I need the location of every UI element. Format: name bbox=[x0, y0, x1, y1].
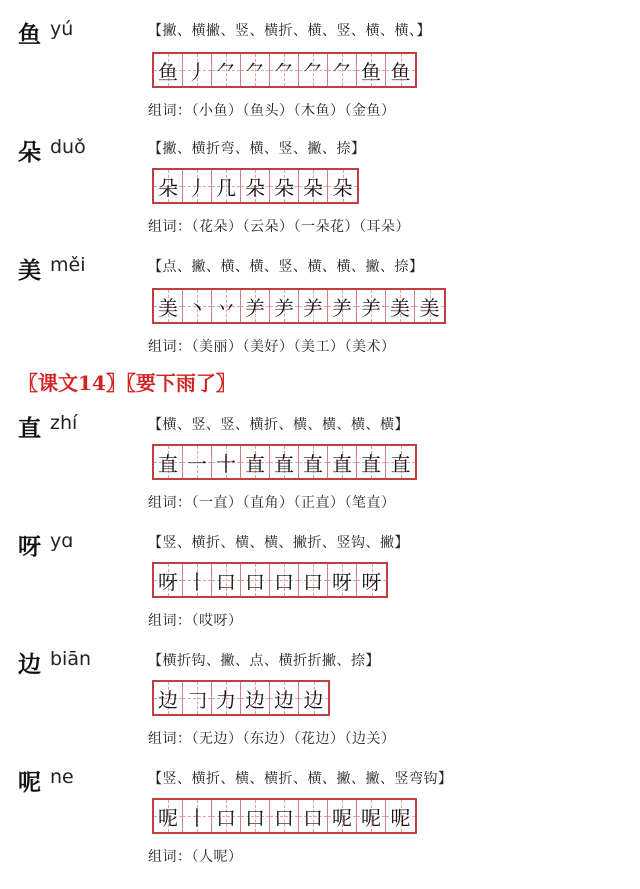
character: 鱼 bbox=[18, 22, 41, 48]
character: 朵 bbox=[18, 140, 41, 166]
stroke-cell: 口 bbox=[241, 564, 270, 596]
stroke-cell: 美 bbox=[386, 290, 415, 322]
word-examples: 组词：（无边）（东边）（花边）（边关） bbox=[148, 731, 396, 747]
stroke-cell: 口 bbox=[270, 800, 299, 832]
pinyin: měi bbox=[50, 254, 86, 276]
stroke-cell: 呀 bbox=[357, 564, 386, 596]
stroke-cell: 边 bbox=[270, 682, 299, 714]
stroke-cell: ⺈ bbox=[241, 54, 270, 86]
character: 美 bbox=[18, 258, 41, 284]
stroke-cell: ⺶ bbox=[357, 290, 386, 322]
stroke-order: 【竖、横折、横、横、撇折、竖钩、撇】 bbox=[148, 535, 409, 551]
stroke-cell: ⺈ bbox=[299, 54, 328, 86]
stroke-cell: 几 bbox=[212, 170, 241, 202]
stroke-cell: 边 bbox=[241, 682, 270, 714]
stroke-grid bbox=[152, 288, 446, 324]
stroke-cell: 口 bbox=[299, 564, 328, 596]
stroke-cell: 口 bbox=[241, 800, 270, 832]
stroke-grid bbox=[152, 444, 417, 480]
stroke-cell: 鱼 bbox=[154, 54, 183, 86]
stroke-grid bbox=[152, 168, 359, 204]
stroke-cell: 直 bbox=[241, 446, 270, 478]
pinyin: biān bbox=[50, 648, 92, 670]
word-examples: 组词：（小鱼）（鱼头）（木鱼）（金鱼） bbox=[148, 103, 396, 119]
stroke-order: 【横、竖、竖、横折、横、横、横、横】 bbox=[148, 417, 409, 433]
stroke-cell: 口 bbox=[212, 564, 241, 596]
stroke-order: 【竖、横折、横、横折、横、撇、撇、竖弯钩】 bbox=[148, 771, 453, 787]
stroke-cell: 丿 bbox=[183, 170, 212, 202]
stroke-cell: 直 bbox=[270, 446, 299, 478]
character: 边 bbox=[18, 652, 41, 678]
stroke-cell: 丨 bbox=[183, 564, 212, 596]
stroke-cell: 边 bbox=[299, 682, 328, 714]
stroke-cell: ⺶ bbox=[241, 290, 270, 322]
stroke-cell: 口 bbox=[212, 800, 241, 832]
lesson-title: 〖课文14〗〖要下雨了〗 bbox=[18, 371, 236, 395]
stroke-grid bbox=[152, 562, 388, 598]
stroke-cell: 朵 bbox=[270, 170, 299, 202]
stroke-cell: 口 bbox=[270, 564, 299, 596]
stroke-cell: 呢 bbox=[386, 800, 415, 832]
character: 呀 bbox=[18, 534, 41, 560]
stroke-cell: 丶 bbox=[183, 290, 212, 322]
stroke-order: 【点、撇、横、横、竖、横、横、撇、捺】 bbox=[148, 259, 424, 275]
stroke-order: 【横折钩、撇、点、横折折撇、捺】 bbox=[148, 653, 380, 669]
stroke-order: 【撇、横撇、竖、横折、横、竖、横、横、】 bbox=[148, 23, 431, 39]
stroke-grid bbox=[152, 798, 417, 834]
stroke-cell: 朵 bbox=[154, 170, 183, 202]
stroke-grid bbox=[152, 680, 330, 716]
stroke-cell: 朵 bbox=[241, 170, 270, 202]
pinyin: yɑ bbox=[50, 530, 74, 552]
stroke-cell: 丨 bbox=[183, 800, 212, 832]
stroke-cell: 直 bbox=[328, 446, 357, 478]
stroke-cell: 𠃌 bbox=[183, 682, 212, 714]
stroke-cell: 呀 bbox=[328, 564, 357, 596]
character: 呢 bbox=[18, 770, 41, 796]
character: 直 bbox=[18, 416, 41, 442]
pinyin: ne bbox=[50, 766, 74, 788]
stroke-cell: 朵 bbox=[328, 170, 357, 202]
stroke-cell: 十 bbox=[212, 446, 241, 478]
word-examples: 组词：（哎呀） bbox=[148, 613, 243, 629]
stroke-cell: ⺈ bbox=[328, 54, 357, 86]
stroke-cell: ⺶ bbox=[328, 290, 357, 322]
stroke-cell: 直 bbox=[299, 446, 328, 478]
stroke-grid bbox=[152, 52, 417, 88]
word-examples: 组词：（美丽）（美好）（美工）（美术） bbox=[148, 339, 396, 355]
stroke-cell: 丿 bbox=[183, 54, 212, 86]
stroke-cell: 呢 bbox=[154, 800, 183, 832]
stroke-cell: 边 bbox=[154, 682, 183, 714]
stroke-cell: 直 bbox=[386, 446, 415, 478]
stroke-cell: 美 bbox=[415, 290, 444, 322]
stroke-cell: ⺈ bbox=[270, 54, 299, 86]
word-examples: 组词：（人呢） bbox=[148, 849, 243, 865]
stroke-cell: 口 bbox=[299, 800, 328, 832]
pinyin: zhí bbox=[50, 412, 78, 434]
stroke-cell: ⺶ bbox=[299, 290, 328, 322]
stroke-cell: 呀 bbox=[154, 564, 183, 596]
stroke-cell: 美 bbox=[154, 290, 183, 322]
stroke-cell: ⺈ bbox=[212, 54, 241, 86]
stroke-cell: 丷 bbox=[212, 290, 241, 322]
stroke-cell: 鱼 bbox=[357, 54, 386, 86]
stroke-cell: 直 bbox=[357, 446, 386, 478]
word-examples: 组词：（花朵）（云朵）（一朵花）（耳朵） bbox=[148, 219, 410, 235]
word-examples: 组词：（一直）（直角）（正直）（笔直） bbox=[148, 495, 396, 511]
stroke-cell: ⺶ bbox=[270, 290, 299, 322]
stroke-cell: 力 bbox=[212, 682, 241, 714]
stroke-cell: 直 bbox=[154, 446, 183, 478]
stroke-cell: 朵 bbox=[299, 170, 328, 202]
stroke-cell: 一 bbox=[183, 446, 212, 478]
stroke-order: 【撇、横折弯、横、竖、撇、捺】 bbox=[148, 141, 366, 157]
stroke-cell: 呢 bbox=[328, 800, 357, 832]
stroke-cell: 呢 bbox=[357, 800, 386, 832]
pinyin: yú bbox=[50, 18, 74, 40]
pinyin: duǒ bbox=[50, 136, 86, 158]
stroke-cell: 鱼 bbox=[386, 54, 415, 86]
